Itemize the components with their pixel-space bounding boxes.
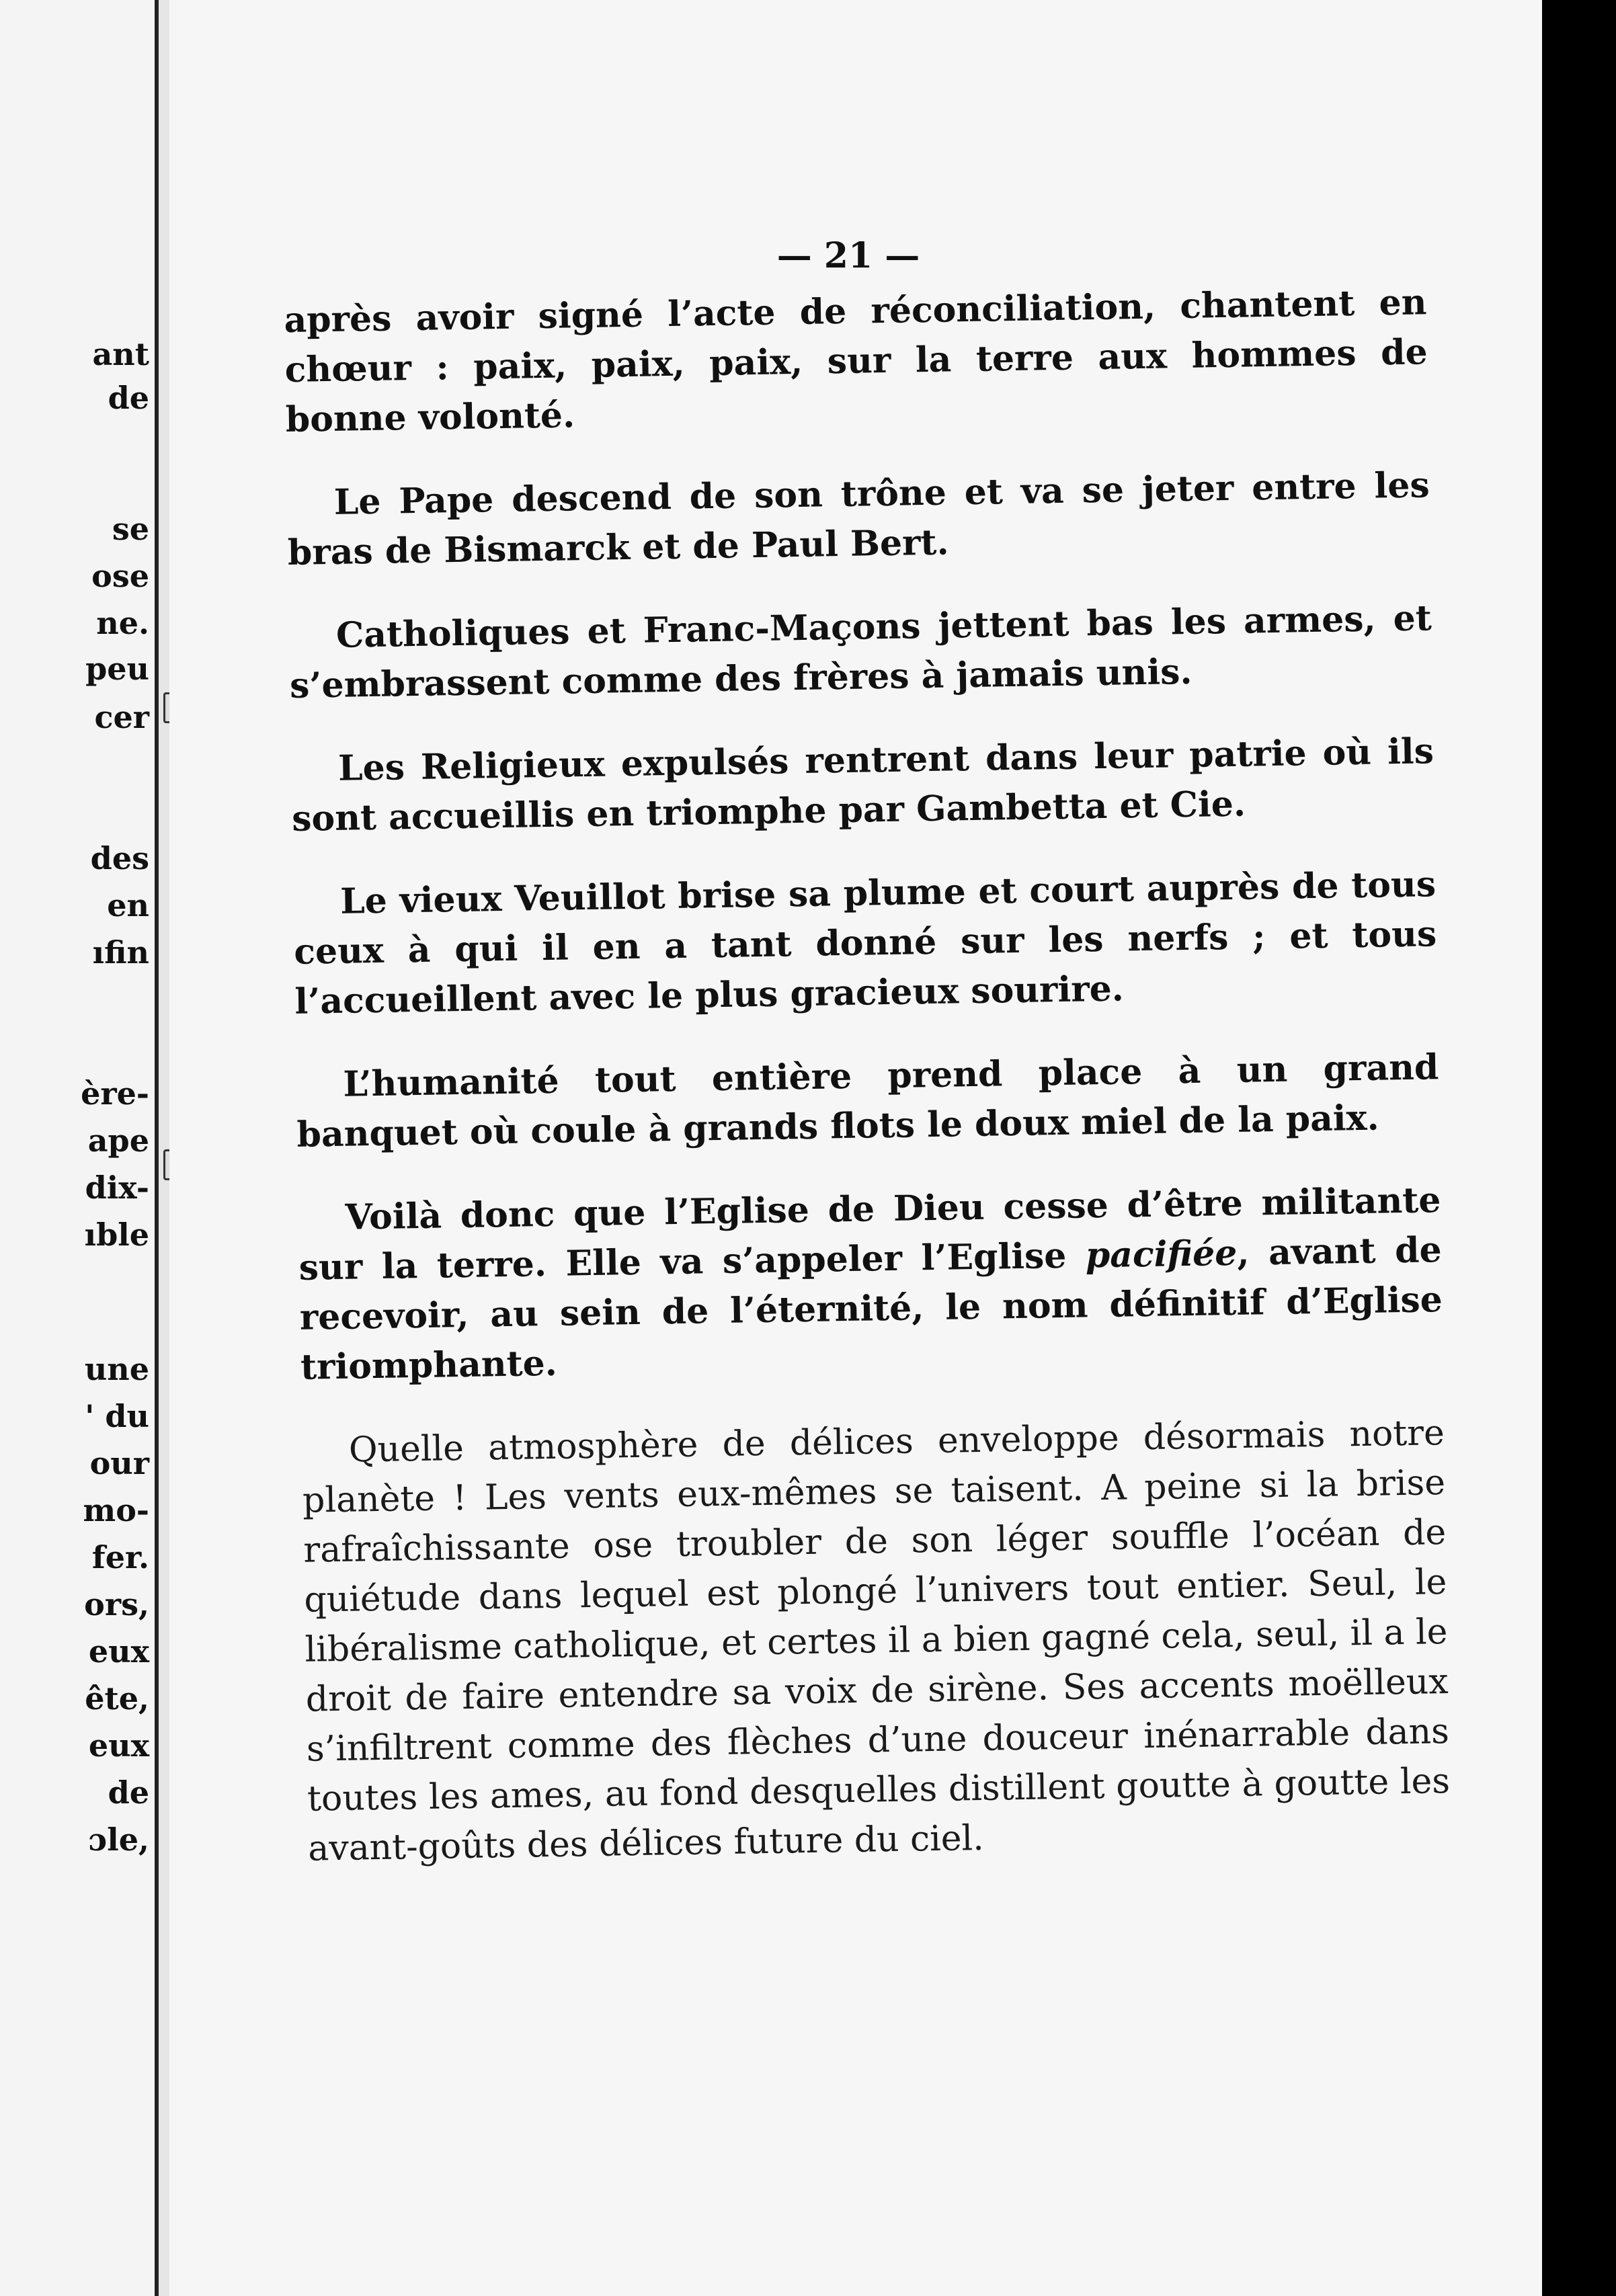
left-page-fragment: eux — [88, 1727, 149, 1764]
paragraph-7 — [298, 1176, 1443, 1393]
left-page-fragment: ' du — [85, 1398, 149, 1434]
scan-border-right — [1542, 0, 1616, 2296]
left-page-fragment: peu — [85, 651, 149, 687]
left-page-fragment: eux — [88, 1633, 149, 1670]
left-page-fragment: se — [112, 511, 149, 547]
left-page-fragment: ıble — [84, 1217, 149, 1253]
left-page-fragment: cer — [94, 699, 149, 735]
paragraph-2: Le Pape descend de son trône et va se jeter entre les bras de Bismarck et de Paul Bert. — [287, 464, 1430, 573]
paragraph-4: Les Religieux expulsés rentrent dans leur patrie où ils sont accueillis en triomphe par Gambetta et Cie. — [291, 731, 1435, 839]
left-page-fragment: une — [84, 1351, 149, 1387]
left-page-fragment: our — [89, 1445, 149, 1481]
page-21 — [169, 0, 1542, 2296]
left-page-fragment: mo- — [83, 1492, 149, 1528]
paragraph-6: L’humanité tout entière prend place à un grand banquet où coule à grands flots le doux miel de la paix. — [296, 1047, 1439, 1155]
left-page-fragment: de — [108, 380, 149, 416]
paragraph-7-italic-word: pacifiée — [1085, 1232, 1238, 1276]
page-number: — 21 — — [776, 235, 920, 276]
left-page-fragment: ère- — [81, 1075, 149, 1112]
page-gutter — [159, 0, 169, 2296]
left-page-fragment: ant — [92, 336, 149, 372]
paragraph-8: Quelle atmosphère de délices enveloppe désormais notre planète ! Les vents eux-mêmes se taisent. A peine si la brise rafraîchissante ose troubler de son léger souffle l’océan de quiétude dans lequel est plongé l’univers tout entier. Seul, le libéralisme catholique, et certes il a bien gagné cela, seul, il a le droit de faire entendre sa voix de sirène. Ses accents moëlleux s’infiltrent comme des flèches d’une douceur inénarrable dans toutes les ames, au fond desquelles distillent goutte à goutte les avant-goûts des délices future du ciel. — [302, 1413, 1451, 1869]
left-page-fragment: ɔle, — [88, 1821, 149, 1858]
left-page-fragment: ape — [87, 1122, 149, 1159]
left-page-fragment: ête, — [85, 1680, 149, 1717]
left-page-fragment: en — [107, 887, 149, 924]
paragraph-7-text-b: , avant de recevoir, au sein de l’éternité, le nom définitif d’Eglise triomphante. — [299, 1229, 1443, 1388]
page-body-text — [284, 278, 1451, 1907]
left-page-fragment: ıfin — [92, 934, 149, 971]
left-page-fragment: ose — [91, 558, 149, 594]
left-page-fragment: ne. — [96, 605, 149, 641]
left-page-fragment: de — [108, 1774, 149, 1811]
left-page-fragment: dix- — [85, 1170, 149, 1206]
previous-page-edge — [0, 0, 159, 2296]
left-page-fragment: ors, — [84, 1586, 149, 1623]
left-page-fragment: des — [90, 840, 149, 876]
left-page-fragment: fer. — [91, 1539, 149, 1575]
paragraph-5: Le vieux Veuillot brise sa plume et court auprès de tous ceux à qui il en a tant donné sur les nerfs ; et tous l’accueillent avec le plus gracieux sourire. — [293, 864, 1437, 1022]
paragraph-7-text-a: Voilà donc que l’Eglise de Dieu cesse d’être militante sur la terre. Elle va s’appeler l’Eglise — [298, 1180, 1441, 1288]
paragraph-1: après avoir signé l’acte de réconciliation, chantent en chœur : paix, paix, paix, sur la terre aux hommes de bonne volonté. — [284, 282, 1428, 440]
paragraph-3: Catholiques et Franc-Maçons jettent bas les armes, et s’embrassent comme des frères à jamais unis. — [289, 598, 1432, 706]
